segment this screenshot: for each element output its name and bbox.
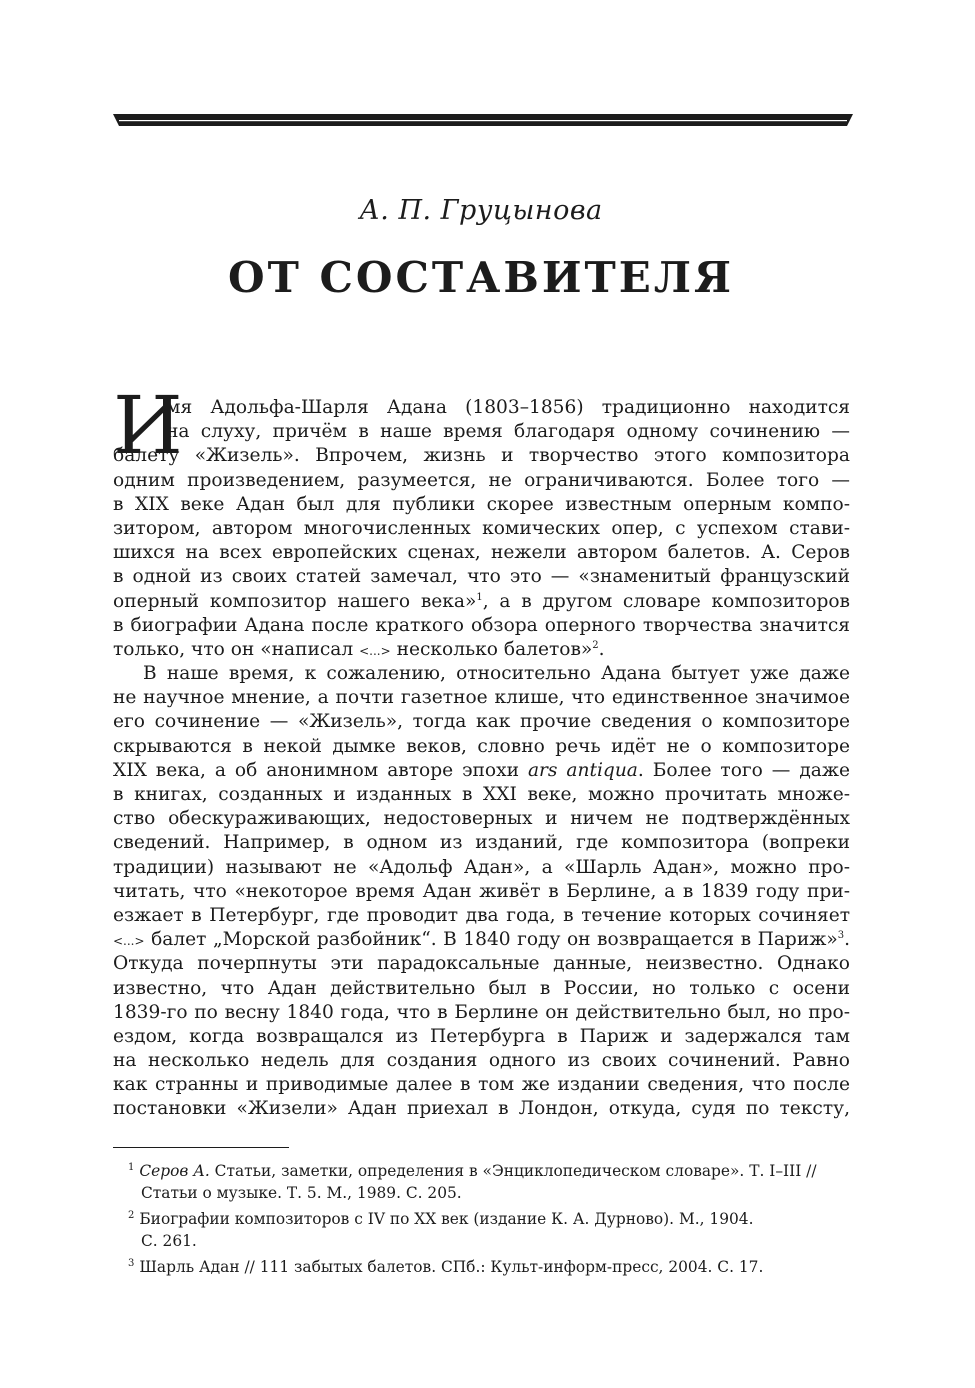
text-run: несколько балетов»	[390, 638, 593, 660]
text-line: шихся на всех европейских сценах, нежели автором балетов. А. Серов	[113, 542, 850, 564]
text-run: . Более того — даже	[637, 759, 851, 781]
header-rule-graphic	[113, 112, 853, 128]
footnote-separator	[113, 1147, 289, 1148]
text-line	[113, 928, 850, 952]
footnote-2-cont: С. 261.	[141, 1231, 197, 1250]
text-line: 1839-го по весну 1840 года, что в Берлине он действительно был, но про-	[113, 1001, 850, 1023]
footnote-ref-3[interactable]: 3	[837, 930, 845, 942]
text-line: сведений. Например, в одном из изданий, где композитора (вопреки	[113, 832, 850, 854]
text-line	[113, 638, 850, 662]
footnote-text: Шарль Адан // 111 забытых балетов. СПб.: Культ-информ-пресс, 2004. С. 17.	[139, 1258, 764, 1276]
footnote-1-cont: Статьи о музыке. Т. 5. М., 1989. С. 205.	[141, 1183, 462, 1202]
text-run: .	[844, 929, 850, 951]
footnote-2	[113, 1209, 850, 1231]
drop-cap: И	[113, 379, 183, 472]
text-line: скрываются в некой дымке веков, словно речь идёт не о композиторе	[113, 735, 850, 757]
header-rule	[113, 112, 853, 128]
footnote-ref-2[interactable]: 2	[592, 639, 599, 651]
text-line: езжает в Петербург, где проводит два года, в течение которых сочиняет	[113, 904, 850, 926]
text-line: в книгах, созданных и изданных в XXI веке, можно прочитать множе-	[113, 784, 850, 805]
omission-mark: <...>	[359, 643, 391, 658]
text-line: в одной из своих статей замечал, что это — «знаменитый французский	[113, 566, 850, 588]
footnote-number: 1	[128, 1162, 135, 1173]
text-line: постановки «Жизели» Адан приехал в Лондон, откуда, судя по тексту,	[113, 1098, 850, 1120]
footnote-text: Биографии композиторов с IV по XX век (издание К. А. Дурново). М., 1904.	[139, 1210, 754, 1228]
text-line: на несколько недель для создания одного из своих сочинений. Равно	[113, 1050, 850, 1072]
text-run: оперный композитор нашего века»	[113, 590, 477, 612]
italic-term: ars antiqua	[527, 759, 638, 781]
footnote-ref-1[interactable]: 1	[476, 591, 483, 603]
text-run: , а в другом словаре композиторов	[482, 590, 851, 612]
footnotes	[113, 1161, 850, 1279]
text-line: не научное мнение, а почти газетное клише, что единственное значимое	[113, 687, 850, 709]
footnote-number: 3	[128, 1258, 135, 1269]
text-run: балет „Морской разбойник“. В 1840 году он возвращается в Париж»	[144, 929, 838, 951]
text-line: ство обескураживающих, недостоверных и ничем не подтверждённых	[113, 808, 850, 830]
omission-mark: <...>	[113, 934, 145, 949]
text-line: традиции) называют не «Адольф Адан», а «Шарль Адан», можно про-	[113, 856, 850, 878]
chapter-title: ОТ СОСТАВИТЕЛЯ	[228, 253, 734, 302]
text-line: ездом, когда возвращался из Петербурга в Париж и задержался там	[113, 1025, 850, 1047]
text-line: Откуда почерпнуты эти парадоксальные данные, неизвестно. Однако	[113, 953, 850, 975]
text-run: только, что он «написал	[113, 638, 360, 660]
text-line: в XIX веке Адан был для публики скорее известным оперным компо-	[113, 493, 850, 515]
text-line: одним произведением, разумеется, не ограничиваются. Более того —	[113, 469, 850, 491]
text-line: В наше время, к сожалению, относительно Адана бытует уже даже	[143, 663, 850, 685]
text-line: читать, что «некоторое время Адан живёт в Берлине, а в 1839 году при-	[113, 880, 850, 902]
text-line: на слуху, причём в наше время благодаря одному сочинению —	[166, 421, 850, 443]
author-name: А. П. Груцынова	[359, 195, 603, 226]
footnote-author: Серов А.	[139, 1162, 210, 1180]
text-line: балету «Жизель». Впрочем, жизнь и творчество этого композитора	[113, 445, 850, 467]
text-line	[113, 590, 850, 614]
text-line: как странны и приводимые далее в том же издании сведения, что после	[113, 1074, 850, 1096]
body-text	[113, 379, 851, 1122]
text-run: .	[598, 638, 605, 660]
text-line: известно, что Адан действительно был в России, но только с осени	[113, 977, 850, 999]
text-line: зитором, автором многочисленных комических опер, с успехом стави-	[113, 517, 850, 539]
text-line	[113, 759, 850, 783]
footnote-text: Статьи, заметки, определения в «Энциклопедическом словаре». Т. I–III //	[209, 1162, 817, 1180]
footnote-3	[113, 1257, 850, 1279]
footnote-1	[113, 1161, 850, 1183]
text-line: в биографии Адана после краткого обзора оперного творчества значится	[113, 614, 850, 636]
text-line: его сочинение — «Жизель», тогда как прочие сведения о композиторе	[113, 711, 850, 733]
footnote-number: 2	[128, 1210, 135, 1221]
text-line: мя Адольфа-Шарля Адана (1803–1856) традиционно находится	[166, 397, 850, 418]
text-run: XIX века, а об анонимном авторе эпохи	[113, 759, 528, 781]
